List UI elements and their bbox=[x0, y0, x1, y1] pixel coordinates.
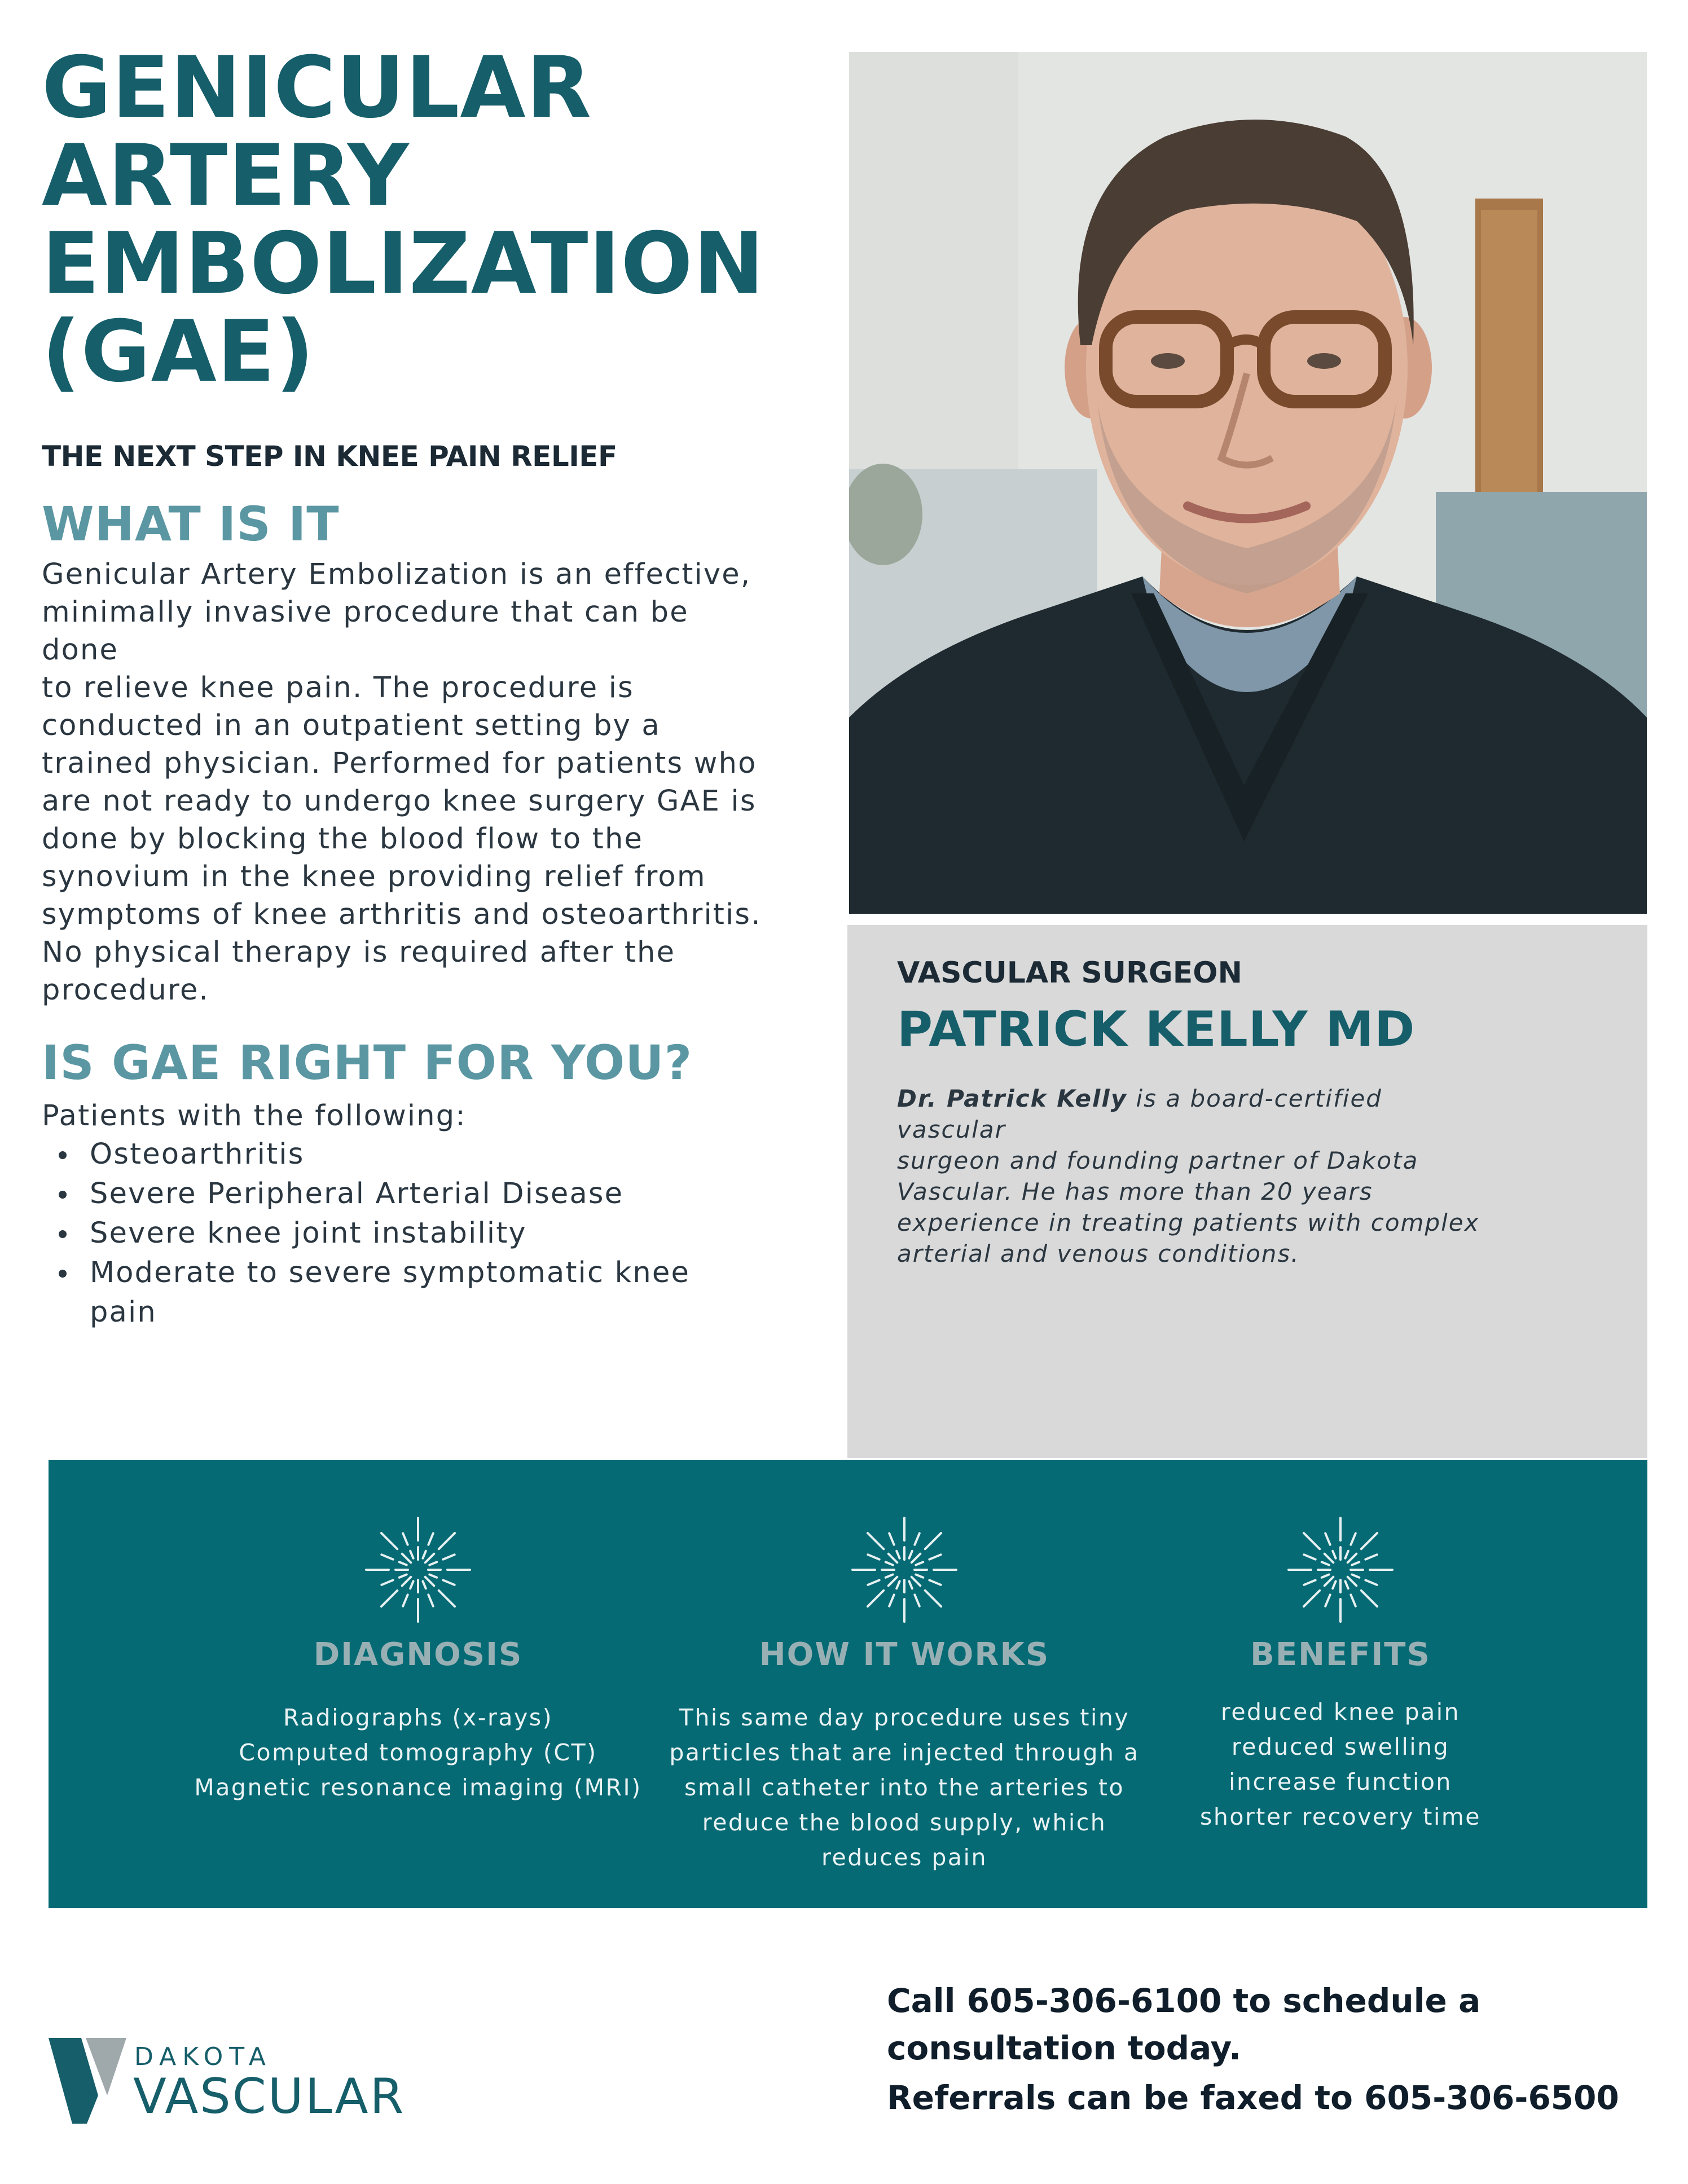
burst-ray bbox=[1352, 1574, 1359, 1577]
feature-band bbox=[49, 1460, 1647, 1908]
burst-ray bbox=[1333, 1551, 1335, 1558]
burst-ray bbox=[429, 1562, 437, 1565]
sparkle-burst-icon bbox=[848, 1513, 961, 1626]
doctor-portrait-icon bbox=[849, 52, 1647, 914]
burst-ray bbox=[915, 1533, 919, 1544]
burst-ray bbox=[402, 1577, 411, 1586]
burst-ray bbox=[399, 1562, 407, 1565]
burst-ray bbox=[1304, 1533, 1320, 1549]
bio-line: experience in treating patients with complex bbox=[897, 1209, 1480, 1236]
burst-ray bbox=[410, 1581, 413, 1588]
cta-line: consultation today. bbox=[887, 2029, 1241, 2067]
bullet-icon bbox=[59, 1151, 67, 1159]
logo-text-small: DAKOTA bbox=[134, 2042, 272, 2071]
burst-ray bbox=[1348, 1577, 1357, 1586]
feature-diagnosis bbox=[164, 1460, 672, 1805]
burst-ray bbox=[1325, 1595, 1330, 1606]
burst-ray bbox=[896, 1581, 899, 1588]
burst-ray bbox=[889, 1577, 898, 1586]
burst-ray bbox=[929, 1580, 940, 1584]
burst-ray bbox=[381, 1591, 397, 1606]
burst-ray bbox=[423, 1551, 425, 1558]
title-line: (GAE) bbox=[42, 303, 315, 401]
burst-ray bbox=[403, 1533, 407, 1544]
feature-benefits bbox=[1087, 1460, 1594, 1834]
burst-ray bbox=[1325, 1533, 1330, 1544]
burst-ray bbox=[916, 1574, 923, 1577]
sparkle-burst-icon bbox=[362, 1513, 474, 1626]
burst-ray bbox=[1304, 1555, 1315, 1559]
cta-line: Call 605-306-6100 to schedule a bbox=[887, 1982, 1481, 2020]
feature-line: reduced knee pain bbox=[1220, 1698, 1461, 1725]
logo-text-big: VASCULAR bbox=[133, 2068, 406, 2125]
bio-line: Vascular. He has more than 20 years bbox=[897, 1178, 1373, 1205]
feature-line: small catheter into the arteries to bbox=[684, 1774, 1125, 1801]
burst-ray bbox=[912, 1577, 921, 1586]
body-line: procedure. bbox=[42, 974, 209, 1007]
burst-ray bbox=[1352, 1562, 1359, 1565]
burst-ray bbox=[1351, 1595, 1355, 1606]
bullet-icon bbox=[59, 1270, 67, 1278]
burst-ray bbox=[429, 1574, 437, 1577]
bullet-icon bbox=[59, 1191, 67, 1199]
burst-ray bbox=[929, 1555, 940, 1559]
dakota-vascular-logo bbox=[49, 2033, 455, 2124]
logo-mark-icon bbox=[49, 2033, 133, 2124]
title-line: ARTERY bbox=[42, 127, 410, 225]
body-line: done by blocking the blood flow to the bbox=[42, 822, 644, 856]
feature-how-it-works bbox=[650, 1460, 1158, 1875]
feature-line: increase function bbox=[1229, 1768, 1452, 1795]
burst-ray bbox=[1361, 1591, 1377, 1606]
title-line: GENICULAR bbox=[42, 39, 592, 137]
feature-title: HOW IT WORKS bbox=[759, 1636, 1050, 1673]
doctor-name: PATRICK KELLY MD bbox=[897, 1001, 1416, 1058]
body-line: are not ready to undergo knee surgery GAE is bbox=[42, 785, 757, 818]
feature-line: Radiographs (x-rays) bbox=[283, 1704, 553, 1731]
burst-ray bbox=[1304, 1580, 1315, 1584]
burst-ray bbox=[410, 1551, 413, 1558]
body-line: minimally invasive procedure that can be done bbox=[42, 596, 689, 667]
burst-ray bbox=[868, 1580, 879, 1584]
feature-line: reduced swelling bbox=[1231, 1733, 1450, 1760]
burst-ray bbox=[896, 1551, 899, 1558]
burst-ray bbox=[1345, 1551, 1348, 1558]
list-item: Severe Peripheral Arterial Disease bbox=[42, 1174, 719, 1214]
burst-ray bbox=[1325, 1554, 1334, 1563]
burst-ray bbox=[868, 1533, 883, 1549]
call-to-action bbox=[887, 1977, 1564, 2072]
title-line: EMBOLIZATION bbox=[42, 215, 765, 313]
bio-line: Dr. Patrick Kelly is a board-certified vascular bbox=[897, 1085, 1382, 1143]
page-subtitle: THE NEXT STEP IN KNEE PAIN RELIEF bbox=[42, 440, 617, 473]
doctor-role: VASCULAR SURGEON bbox=[897, 956, 1242, 990]
body-line: trained physician. Performed for patients who bbox=[42, 747, 757, 780]
burst-ray bbox=[925, 1533, 941, 1549]
burst-ray bbox=[381, 1533, 397, 1549]
body-line: synovium in the knee providing relief from bbox=[42, 860, 706, 893]
body-line: to relieve knee pain. The procedure is bbox=[42, 671, 634, 704]
burst-ray bbox=[889, 1554, 898, 1563]
bio-line: arterial and venous conditions. bbox=[897, 1240, 1300, 1267]
burst-ray bbox=[1361, 1533, 1377, 1549]
burst-ray bbox=[399, 1574, 407, 1577]
burst-ray bbox=[443, 1580, 454, 1584]
burst-ray bbox=[402, 1554, 411, 1563]
burst-ray bbox=[909, 1581, 912, 1588]
burst-ray bbox=[912, 1554, 921, 1563]
body-line: Genicular Artery Embolization is an effective, bbox=[42, 558, 751, 591]
burst-ray bbox=[1345, 1581, 1348, 1588]
bio-name-bold: Dr. Patrick Kelly bbox=[897, 1085, 1128, 1112]
feature-line: Magnetic resonance imaging (MRI) bbox=[194, 1774, 642, 1801]
list-item: Moderate to severe symptomatic knee pain bbox=[42, 1253, 719, 1332]
is-gae-right-heading: IS GAE RIGHT FOR YOU? bbox=[42, 1035, 693, 1090]
burst-ray bbox=[915, 1595, 919, 1606]
burst-ray bbox=[403, 1595, 407, 1606]
burst-ray bbox=[1322, 1562, 1329, 1565]
body-line: conducted in an outpatient setting by a bbox=[42, 709, 661, 742]
doctor-bio bbox=[897, 1083, 1495, 1269]
burst-ray bbox=[886, 1574, 893, 1577]
burst-ray bbox=[909, 1551, 912, 1558]
feature-line: reduces pain bbox=[821, 1844, 987, 1871]
condition-list bbox=[42, 1135, 719, 1332]
burst-ray bbox=[1348, 1554, 1357, 1563]
feature-line: particles that are injected through a bbox=[669, 1739, 1140, 1766]
feature-line: Computed tomography (CT) bbox=[239, 1739, 597, 1766]
list-item: Osteoarthritis bbox=[42, 1135, 719, 1174]
feature-line: reduce the blood supply, which bbox=[702, 1809, 1107, 1836]
burst-ray bbox=[439, 1591, 455, 1606]
burst-ray bbox=[428, 1595, 433, 1606]
sparkle-burst-icon bbox=[1284, 1513, 1397, 1626]
bio-line: surgeon and founding partner of Dakota bbox=[897, 1147, 1419, 1174]
feature-title: DIAGNOSIS bbox=[313, 1636, 523, 1673]
is-gae-right-intro: Patients with the following: bbox=[42, 1099, 467, 1133]
burst-ray bbox=[1304, 1591, 1320, 1606]
fax-line: Referrals can be faxed to 605-306-6500 bbox=[887, 2079, 1619, 2117]
feature-line: This same day procedure uses tiny bbox=[679, 1704, 1130, 1731]
burst-ray bbox=[916, 1562, 923, 1565]
burst-ray bbox=[1325, 1577, 1334, 1586]
body-line: symptoms of knee arthritis and osteoarthritis. bbox=[42, 898, 762, 931]
bullet-icon bbox=[59, 1230, 67, 1238]
burst-ray bbox=[1365, 1555, 1377, 1559]
feature-text bbox=[1087, 1694, 1594, 1834]
burst-ray bbox=[925, 1591, 941, 1606]
burst-ray bbox=[1333, 1581, 1335, 1588]
burst-ray bbox=[868, 1555, 879, 1559]
burst-ray bbox=[443, 1555, 454, 1559]
burst-ray bbox=[1365, 1580, 1377, 1584]
feature-title: BENEFITS bbox=[1250, 1636, 1431, 1673]
page-title bbox=[42, 39, 832, 401]
feature-text bbox=[650, 1700, 1158, 1875]
body-line: No physical therapy is required after the bbox=[42, 936, 676, 969]
burst-ray bbox=[425, 1554, 434, 1563]
burst-ray bbox=[423, 1581, 425, 1588]
burst-ray bbox=[439, 1533, 455, 1549]
feature-text bbox=[164, 1700, 672, 1805]
doctor-photo bbox=[849, 52, 1647, 914]
feature-line: shorter recovery time bbox=[1199, 1803, 1482, 1830]
burst-ray bbox=[428, 1533, 433, 1544]
what-is-it-body bbox=[42, 556, 775, 1009]
what-is-it-heading: WHAT IS IT bbox=[42, 496, 340, 552]
burst-ray bbox=[425, 1577, 434, 1586]
list-item: Severe knee joint instability bbox=[42, 1214, 719, 1253]
burst-ray bbox=[381, 1580, 393, 1584]
burst-ray bbox=[889, 1533, 894, 1544]
burst-ray bbox=[886, 1562, 893, 1565]
burst-ray bbox=[889, 1595, 894, 1606]
burst-ray bbox=[868, 1591, 883, 1606]
burst-ray bbox=[1351, 1533, 1355, 1544]
burst-ray bbox=[381, 1555, 393, 1559]
burst-ray bbox=[1322, 1574, 1329, 1577]
